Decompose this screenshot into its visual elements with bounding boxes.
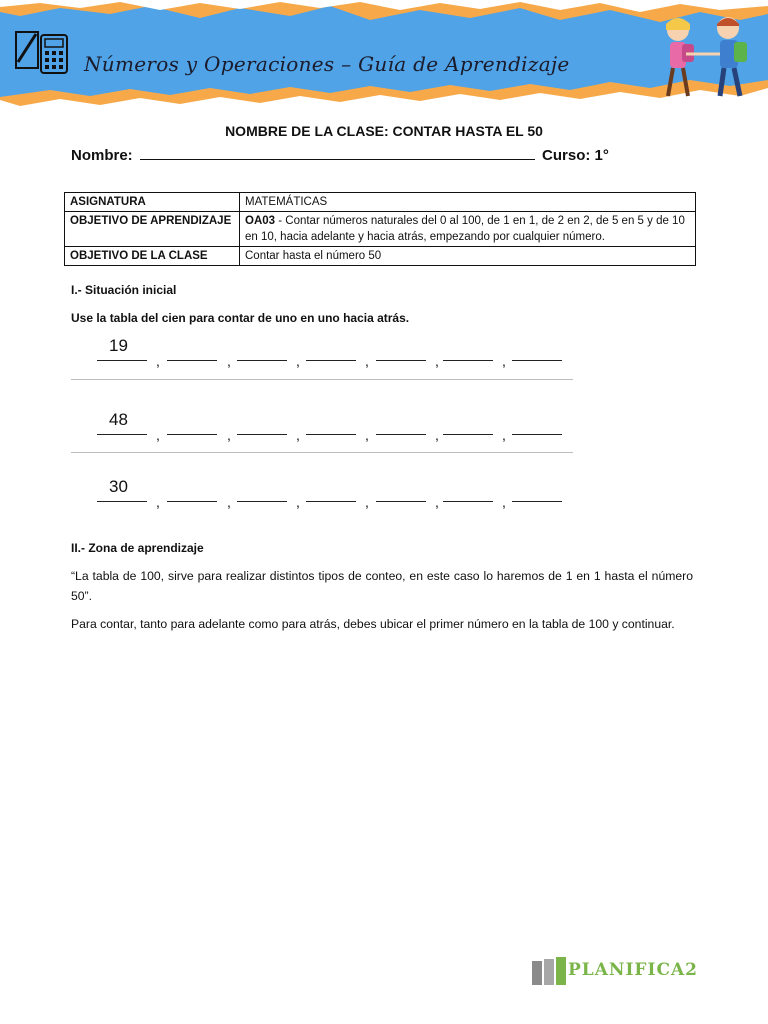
name-label: Nombre: <box>71 147 133 164</box>
answer-blank[interactable] <box>167 360 217 361</box>
divider <box>71 452 573 453</box>
table-row <box>65 212 696 247</box>
paragraph-1: “La tabla de 100, sirve para realizar distintos tipos de conteo, en este caso lo haremos de 1 en 1 hasta el número 50”. <box>71 569 693 603</box>
answer-blank[interactable] <box>306 360 356 361</box>
section-1-instruction: Use la tabla del cien para contar de uno en uno hacia atrás. <box>71 311 410 325</box>
comma-separator: , <box>365 494 369 510</box>
answer-blank <box>97 501 147 502</box>
answer-blank[interactable] <box>237 360 287 361</box>
row-key: ASIGNATURA <box>65 193 240 212</box>
answer-blank[interactable] <box>167 501 217 502</box>
banner-title: Números y Operaciones – Guía de Aprendizaje <box>84 52 570 76</box>
objective-code: OA03 <box>245 215 276 227</box>
table-row <box>65 193 696 212</box>
answer-blank[interactable] <box>512 501 562 502</box>
comma-separator: , <box>435 494 439 510</box>
children-illustration <box>640 10 760 102</box>
row-value <box>240 212 696 247</box>
logo-text: PLANIFICA2 <box>568 960 698 980</box>
answer-blank[interactable] <box>512 434 562 435</box>
answer-blank[interactable] <box>443 434 493 435</box>
comma-separator: , <box>227 494 231 510</box>
comma-separator: , <box>296 353 300 369</box>
comma-separator: , <box>156 353 160 369</box>
start-number: 30 <box>109 477 128 496</box>
answer-blank[interactable] <box>167 434 217 435</box>
answer-blank[interactable] <box>237 501 287 502</box>
info-table <box>64 192 696 266</box>
start-number: 19 <box>109 336 128 355</box>
document-pencil-icon <box>14 28 40 72</box>
answer-blank[interactable] <box>443 501 493 502</box>
comma-separator: , <box>156 427 160 443</box>
counting-row <box>97 336 577 396</box>
answer-blank[interactable] <box>237 434 287 435</box>
comma-separator: , <box>502 427 506 443</box>
counting-row <box>97 410 577 470</box>
section-2-heading: II.- Zona de aprendizaje <box>71 541 204 555</box>
row-value: Contar hasta el número 50 <box>240 247 696 266</box>
answer-blank <box>97 360 147 361</box>
answer-blank[interactable] <box>376 434 426 435</box>
answer-blank[interactable] <box>376 360 426 361</box>
comma-separator: , <box>365 353 369 369</box>
answer-blank <box>97 434 147 435</box>
comma-separator: , <box>435 353 439 369</box>
counting-row <box>97 477 577 537</box>
objective-text: - Contar números naturales del 0 al 100, de 1 en 1, de 2 en 2, de 5 en 5 y de 10 en 10, hacia adelante y hacia atrás, empezando por cualquier número. <box>245 215 685 243</box>
comma-separator: , <box>365 427 369 443</box>
row-key: OBJETIVO DE APRENDIZAJE <box>65 212 240 247</box>
student-name-row <box>71 147 609 164</box>
comma-separator: , <box>502 494 506 510</box>
comma-separator: , <box>156 494 160 510</box>
table-row <box>65 247 696 266</box>
comma-separator: , <box>296 427 300 443</box>
comma-separator: , <box>296 494 300 510</box>
comma-separator: , <box>435 427 439 443</box>
section-1-heading: I.- Situación inicial <box>71 283 177 297</box>
answer-blank[interactable] <box>376 501 426 502</box>
answer-blank[interactable] <box>443 360 493 361</box>
course-label: Curso: 1° <box>542 147 609 164</box>
class-title: NOMBRE DE LA CLASE: CONTAR HASTA EL 50 <box>225 123 543 139</box>
answer-blank[interactable] <box>306 434 356 435</box>
start-number: 48 <box>109 410 128 429</box>
comma-separator: , <box>227 353 231 369</box>
comma-separator: , <box>227 427 231 443</box>
answer-blank[interactable] <box>512 360 562 361</box>
name-blank[interactable] <box>140 147 535 160</box>
calculator-icon <box>40 34 68 74</box>
comma-separator: , <box>502 353 506 369</box>
divider <box>71 379 573 380</box>
row-value: MATEMÁTICAS <box>240 193 696 212</box>
row-key: OBJETIVO DE LA CLASE <box>65 247 240 266</box>
answer-blank[interactable] <box>306 501 356 502</box>
paragraph-2: Para contar, tanto para adelante como para atrás, debes ubicar el primer número en la tabla de 100 y continuar. <box>71 617 675 631</box>
